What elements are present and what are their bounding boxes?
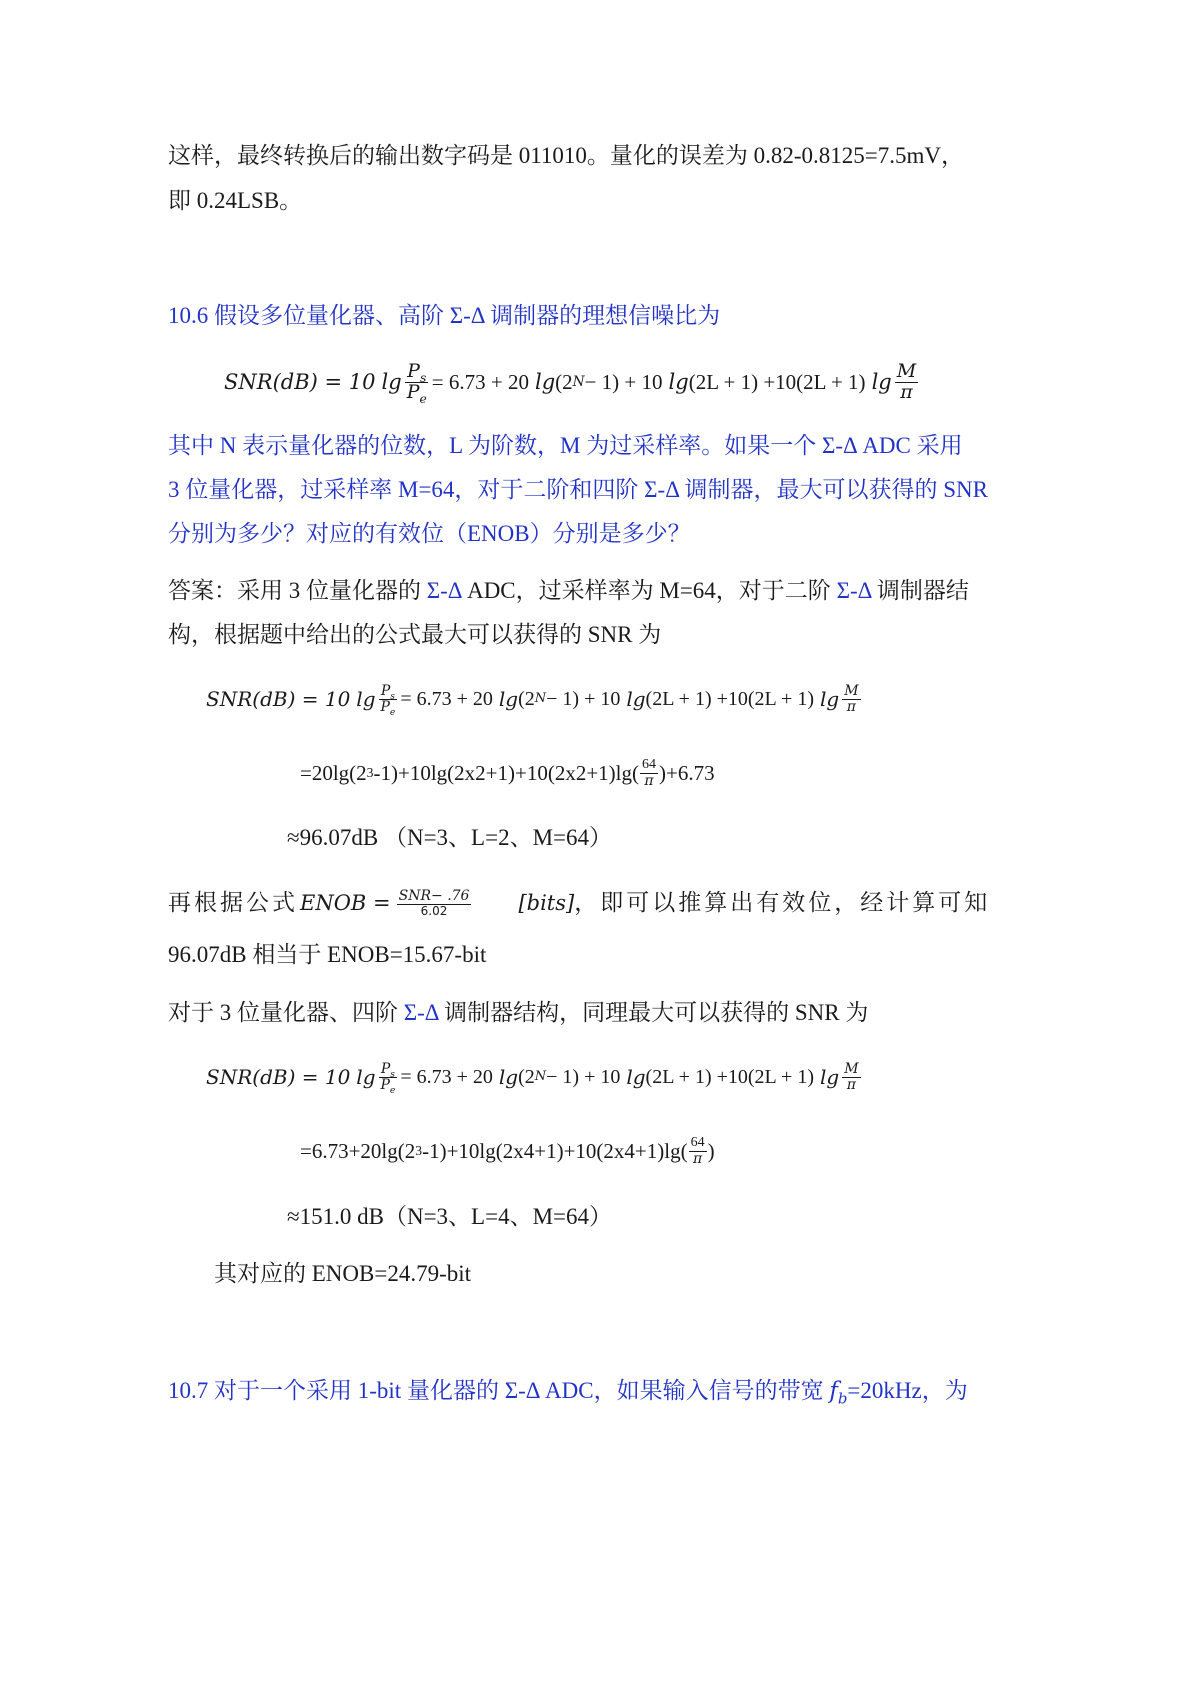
text-line: 即 0.24LSB。 — [168, 188, 303, 213]
calc-line: =6.73+20lg(2 3 -1)+10lg(2x4+1)+10(2x4+1)lg( $\frac{64}{\pi}$ ) — [300, 1135, 715, 1167]
snr-formula: SNR(dB) = 10 lg $\frac{P_s}{P_e}$ = 6.73 + 20 lg (2 N − 1) + 10 lg (2L + 1) +10(2L + 1) lg $\frac{M}{\pi}$ — [206, 1061, 859, 1096]
answer-text: 对于 3 位量化器、四阶 Σ-Δ 调制器结构，同理最大可以获得的 SNR 为 — [168, 1000, 869, 1025]
result-line: ≈151.0 dB（N=3、L=4、M=64） — [287, 1204, 612, 1229]
calc-line: =20lg(2 3 -1)+10lg(2x2+1)+10(2x2+1)lg( $\frac{64}{\pi}$ )+6.73 — [300, 757, 715, 789]
answer-text: 96.07dB 相当于 ENOB=15.67-bit — [168, 942, 487, 967]
answer-text: 答案：采用 3 位量化器的 Σ-Δ ADC，过采样率为 M=64，对于二阶 Σ-Δ 调制器结 — [168, 578, 969, 603]
answer-text: 其对应的 ENOB=24.79-bit — [214, 1261, 472, 1286]
question-text: 3 位量化器，过采样率 M=64，对于二阶和四阶 Σ-Δ 调制器，最大可以获得的 SNR — [168, 477, 988, 502]
enob-line: 再根据公式 ENOB = $\frac{\text{SNR− .76}}{6.02}$ [bits] ，即可以推算出有效位，经计算可知 — [168, 887, 991, 918]
question-heading: 10.7 对于一个采用 1-bit 量化器的 Σ-Δ ADC，如果输入信号的带宽 $f_b=20kHz$，为 — [168, 1378, 968, 1408]
result-line: ≈96.07dB （N=3、L=2、M=64） — [287, 825, 612, 850]
text-line: 这样，最终转换后的输出数字码是 011010。量化的误差为 0.82-0.8125=7.5mV， — [168, 143, 965, 168]
snr-formula: SNR(dB) = 10 lg $\frac{P_s}{P_e}$ = 6.73 + 20 lg (2 N − 1) + 10 lg (2L + 1) +10(2L + 1) lg $\frac{M}{\pi}$ — [224, 360, 917, 406]
snr-formula: SNR(dB) = 10 lg $\frac{P_s}{P_e}$ = 6.73 + 20 lg (2 N − 1) + 10 lg (2L + 1) +10(2L + 1) lg $\frac{M}{\pi}$ — [206, 683, 859, 718]
question-heading: 10.6 假设多位量化器、高阶 Σ-Δ 调制器的理想信噪比为 — [168, 303, 721, 328]
answer-text: 构，根据题中给出的公式最大可以获得的 SNR 为 — [168, 622, 662, 647]
question-text: 分别为多少？对应的有效位（ENOB）分别是多少？ — [168, 521, 691, 546]
question-text: 其中 N 表示量化器的位数，L 为阶数，M 为过采样率。如果一个 Σ-Δ ADC 采用 — [168, 433, 963, 458]
